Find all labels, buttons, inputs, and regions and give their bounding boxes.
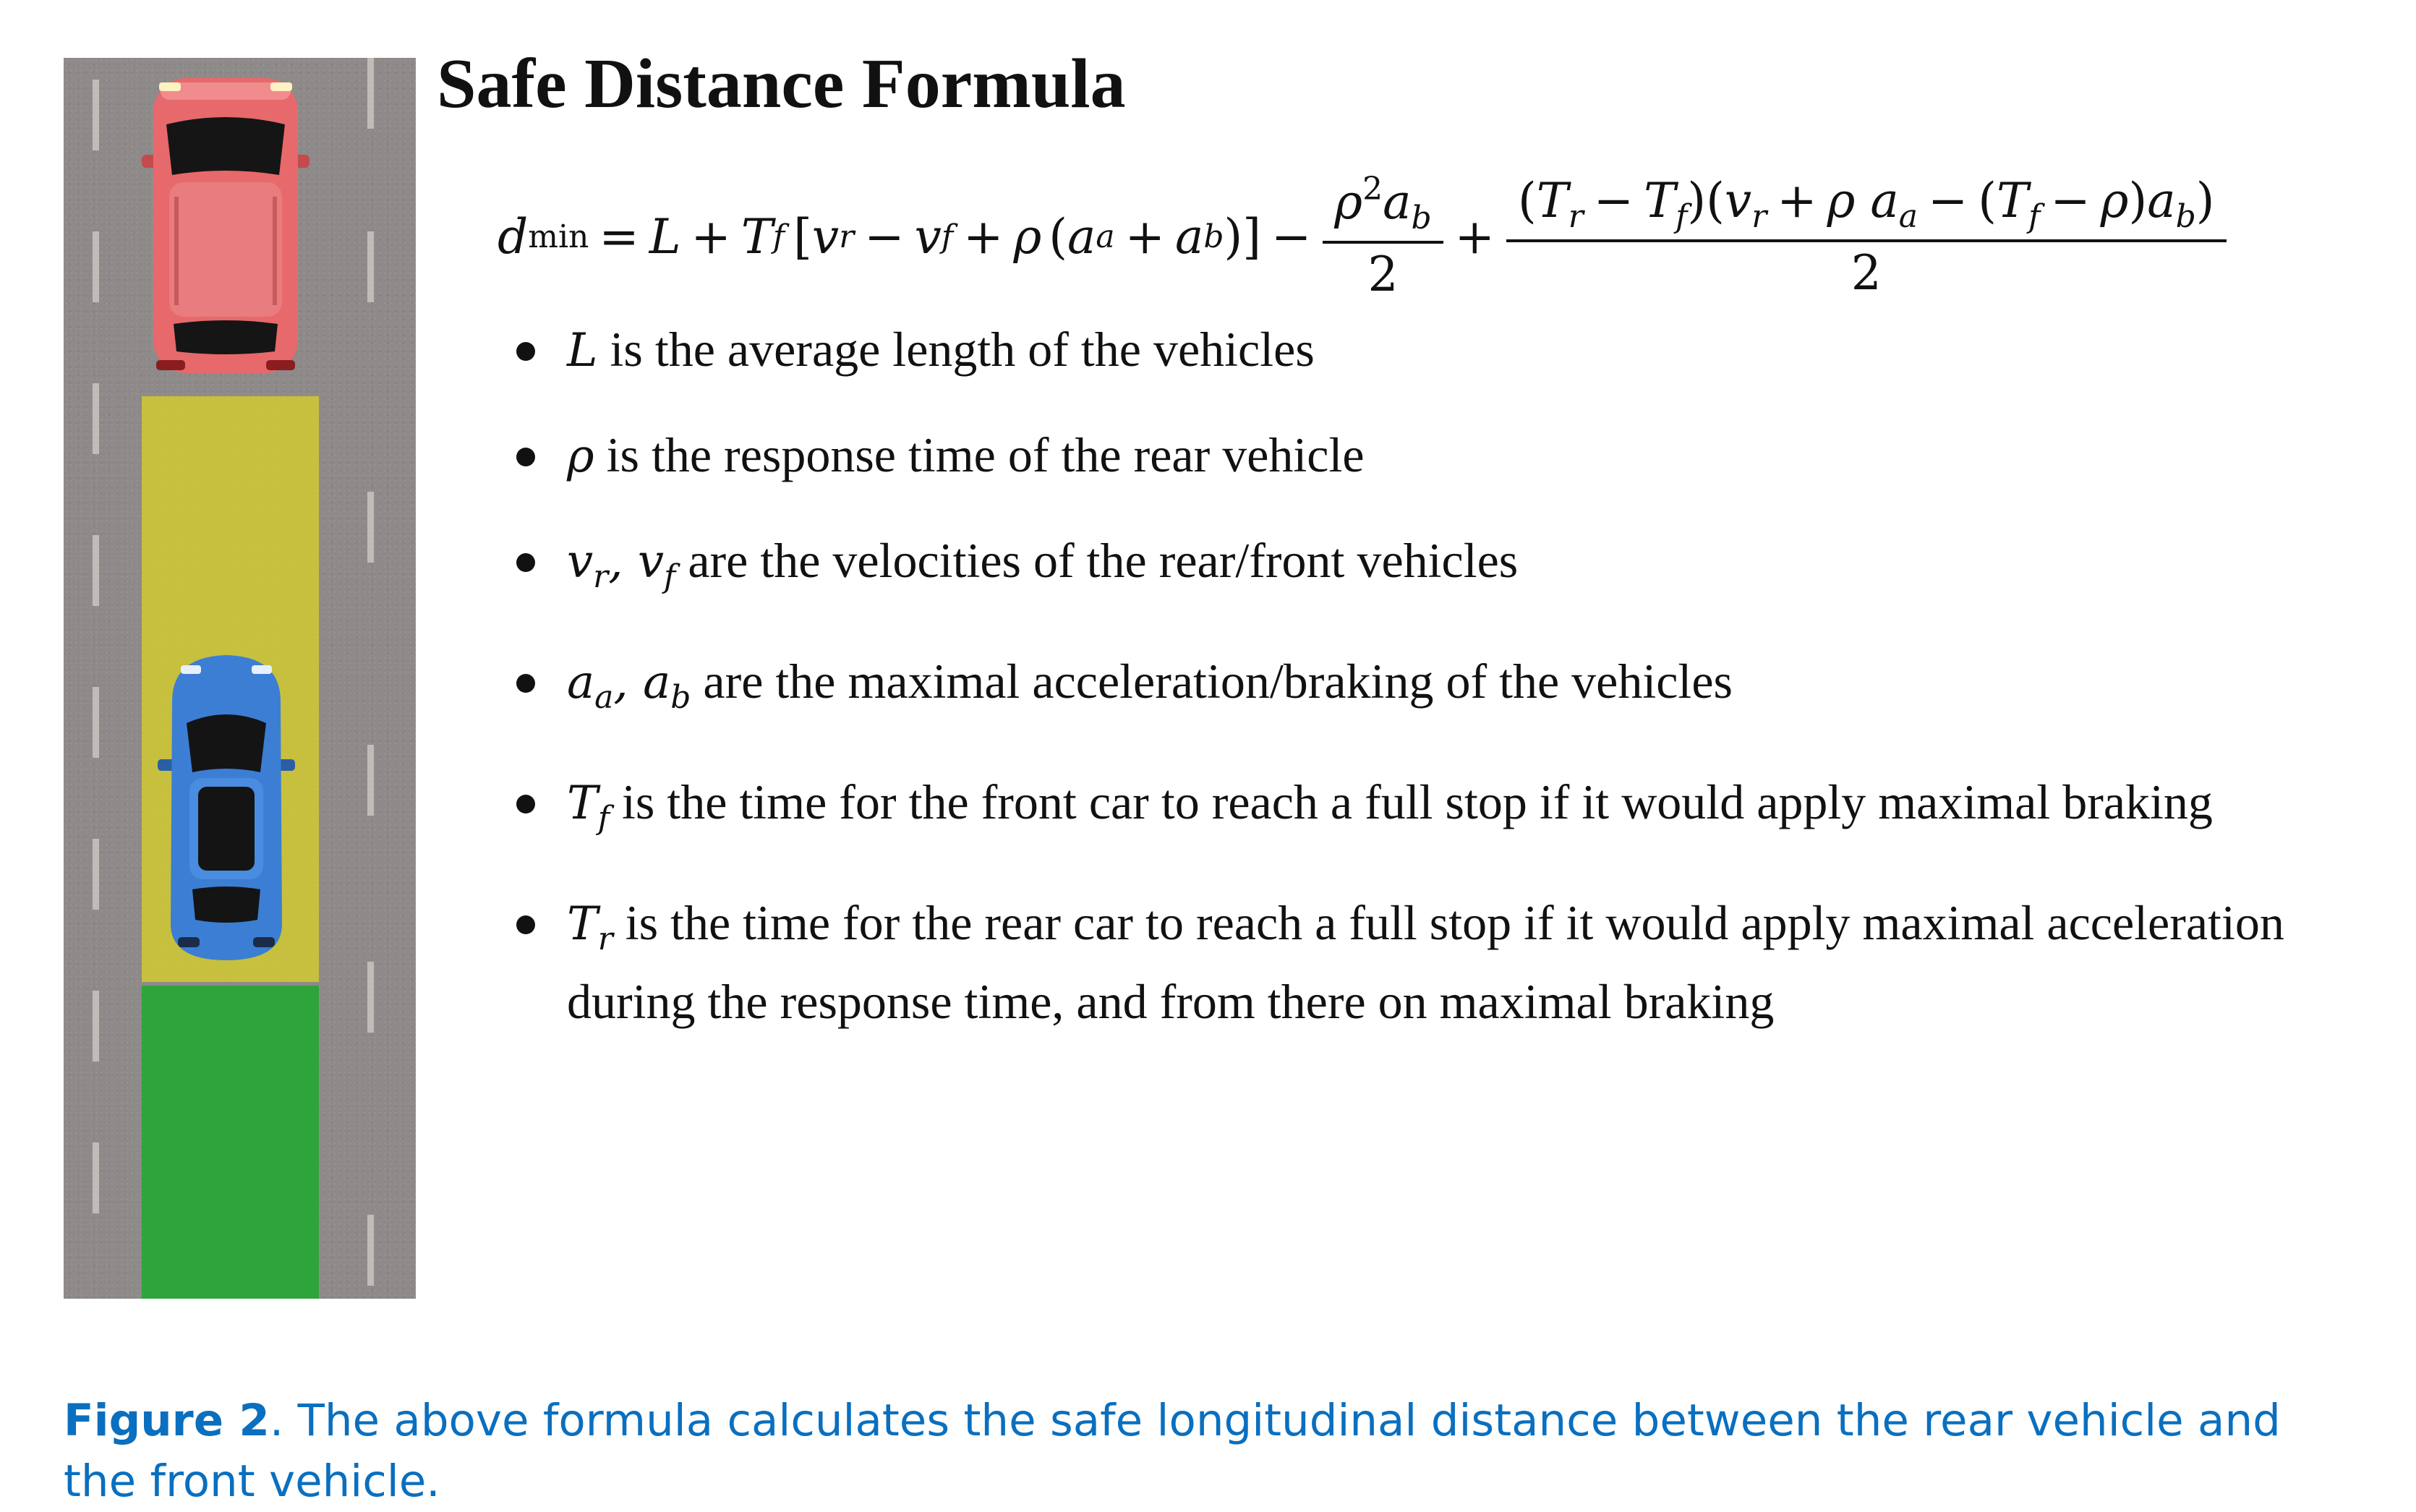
lane-marking [367,745,374,816]
list-item: $T_f$ is the time for the front car to reach a full stop if it would apply maximal braking [506,771,2408,850]
lane-marking [93,1142,99,1213]
lane-marking [93,231,99,302]
lane-marking [367,58,374,129]
rear-vehicle-icon [142,74,310,377]
list-item: L is the average length of the vehicles [506,318,2408,382]
variable-definitions-list [506,318,2408,1075]
lane-marking [93,80,99,150]
lane-marking [93,687,99,758]
lane-marking [367,1215,374,1286]
front-vehicle-icon [158,651,295,963]
figure-label: Figure 2 [64,1395,270,1446]
list-item: $T_r$ is the time for the rear car to reach a full stop if it would apply maximal acceleration during the response time, and from there on maximal braking [506,892,2408,1033]
page-title: Safe Distance Formula [437,45,1126,123]
lane-marking [93,839,99,910]
lane-marking [367,962,374,1033]
figure-caption: Figure 2. The above formula calculates the safe longitudinal distance between the rear vehicle and the front vehicle. [64,1395,2281,1507]
lane-marking [367,492,374,563]
fraction-time-terms: $\frac{(T_r - T_f)(v_r + \rho a_a - (T_f - \rho)a_b)}{2}$ [1512,173,2221,301]
list-item: $v_r$, $v_f$ are the velocities of the rear/front vehicles [506,529,2408,608]
lane-marking [93,991,99,1062]
safe-distance-formula: d min = L + T f [ v r − v f + ρ ( a a + a b ) ] − $\frac{\rho^2a_b}{2}$ + $\frac{(T_r - T_f)(v_r + \rho a_a - (T_f - \rho)a_b)}{2}$ [498,168,2228,305]
lane-marking [367,231,374,302]
clear-zone [142,986,319,1299]
list-item: ρ is the response time of the rear vehicle [506,424,2408,487]
lane-marking [93,535,99,606]
road-illustration [64,58,416,1299]
lane-marking [93,383,99,454]
fraction-rho-squared: $\frac{\rho^2a_b}{2}$ [1328,171,1437,302]
list-item: $a_a$, $a_b$ are the maximal acceleration/braking of the vehicles [506,650,2408,729]
